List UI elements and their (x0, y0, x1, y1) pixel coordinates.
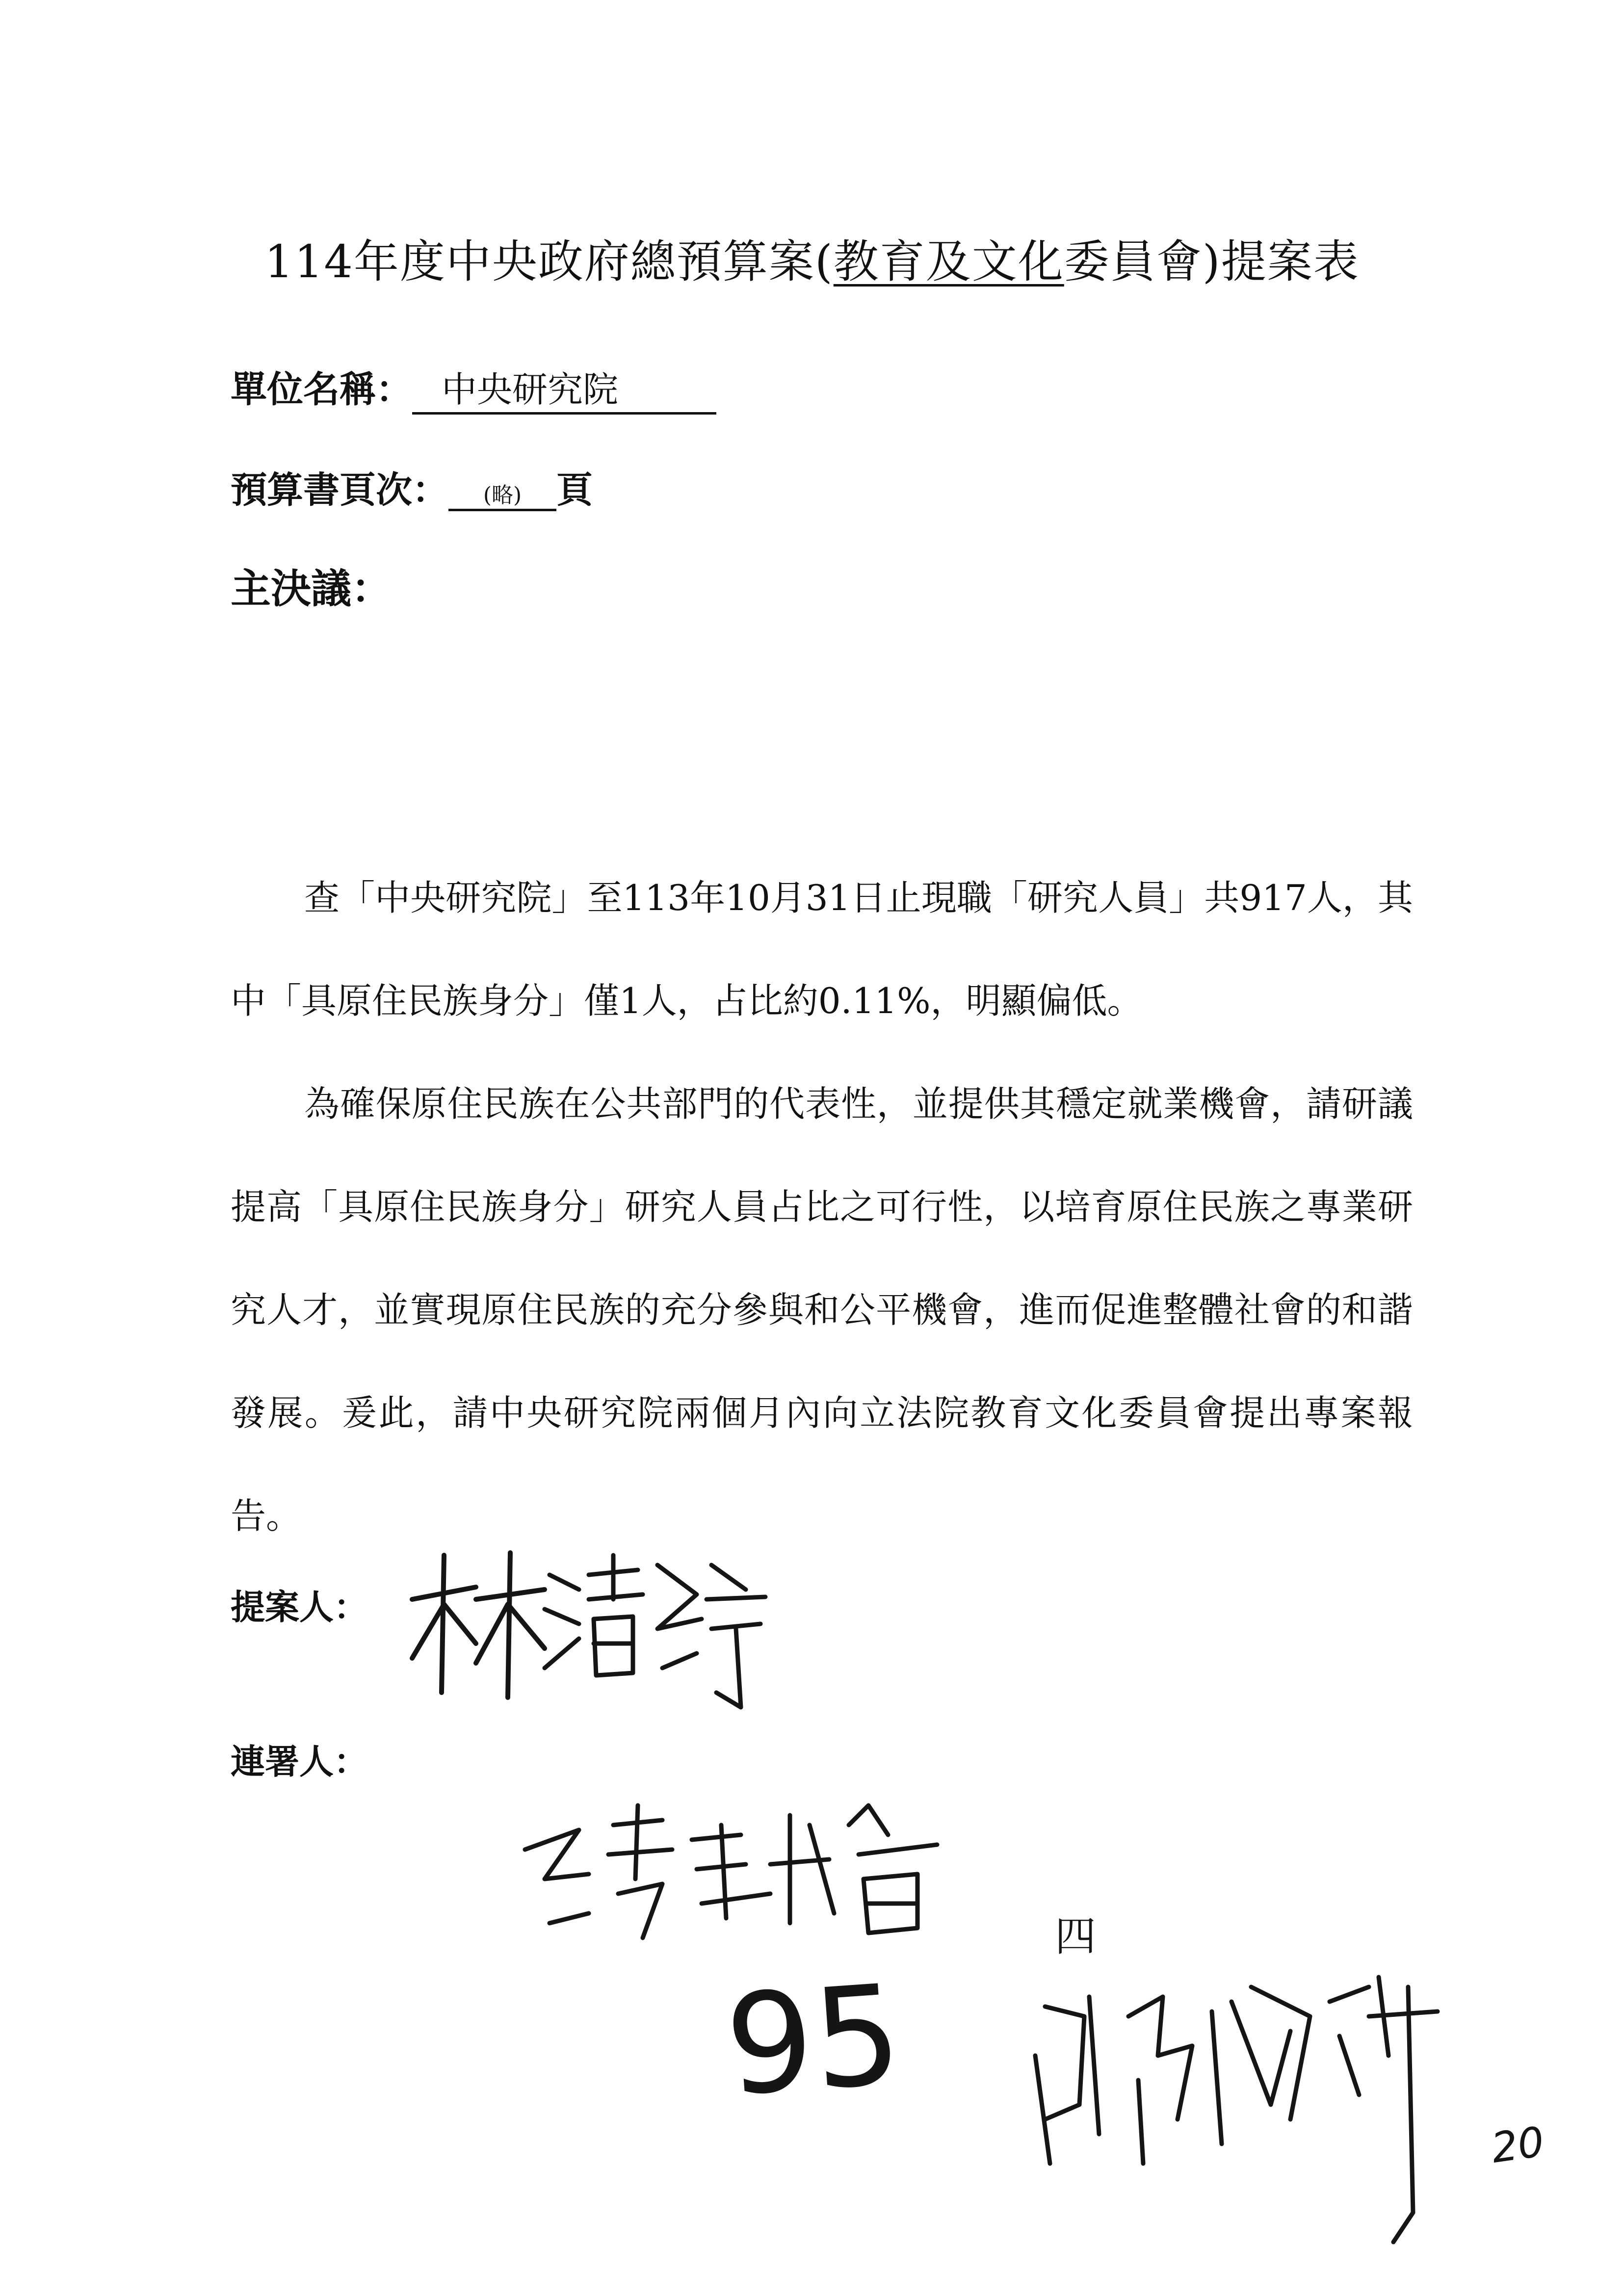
body-paragraph-1: 查「中央研究院」至113年10月31日止現職「研究人員」共917人，其中「具原住民族身分」僅1人，占比約0.11%，明顯偏低。 (231, 877, 1413, 1021)
title-prefix: 114年度中央政府總預算案( (264, 235, 834, 288)
page-mark: 20 (1488, 2117, 1547, 2172)
cosigner-signature-2 (1016, 1957, 1467, 2276)
unit-label: 單位名稱： (231, 368, 412, 411)
budget-page-value: (略) (448, 477, 556, 511)
cosigner-signature-1 (515, 1796, 986, 1957)
cosigner-small-mark: 四 (1055, 1912, 1097, 1960)
unit-value: 中央研究院 (412, 361, 716, 415)
main-resolution-label: 主決議： (231, 565, 392, 612)
body-paragraph-2: 為確保原住民族在公共部門的代表性，並提供其穩定就業機會，請研議提高「具原住民族身分」研究人員占比之可行性，以培育原住民族之專業研究人才，並實現原住民族的充分參與和公平機會，進而促進整體社會的和諧發展。爰此，請中央研究院兩個月內向立法院教育文化委員會提出專案報告。 (231, 1083, 1413, 1537)
budget-page-suffix: 頁 (556, 469, 593, 511)
cosigner-label: 連署人： (231, 1741, 368, 1782)
resolution-body (231, 846, 1413, 1567)
title-committee: 教育及文化 (833, 235, 1064, 288)
proposer-label: 提案人： (231, 1587, 368, 1627)
budget-page-label: 預算書頁次： (231, 469, 448, 511)
title-suffix: 委員會)提案表 (1064, 235, 1360, 288)
cosigner-number-mark: 95 (721, 1955, 907, 2127)
document-title (0, 226, 1624, 290)
proposer-signature (402, 1545, 775, 1727)
budget-page-row (231, 461, 593, 513)
unit-row (231, 361, 716, 415)
